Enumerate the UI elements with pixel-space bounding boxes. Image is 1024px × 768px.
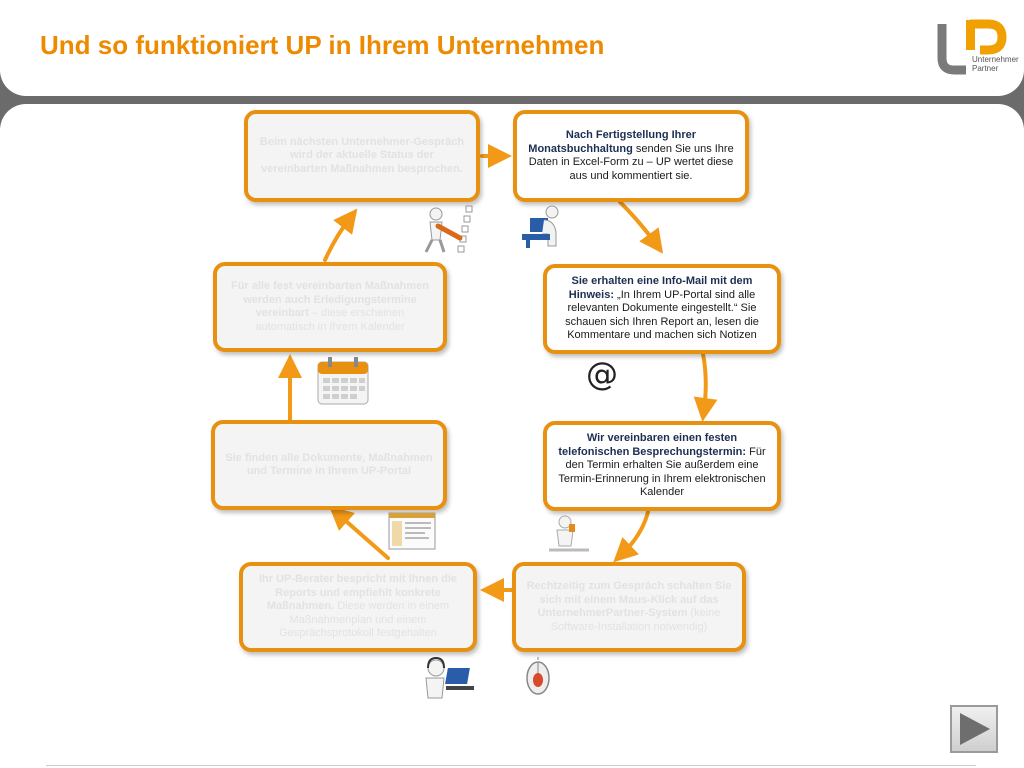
mouse-icon (524, 656, 552, 696)
step-6-box: Sie finden alle Dokumente, Maßnahmen und Termine in Ihrem UP-Portal (211, 420, 447, 510)
next-slide-button[interactable] (950, 705, 998, 753)
step-1-box: Nach Fertigstellung Ihrer Monatsbuchhaltung senden Sie uns Ihre Daten in Excel-Form zu – UP wertet diese aus und kommentiert sie. (513, 110, 749, 202)
arrow-5-to-6 (338, 514, 388, 558)
step-7-box: Für alle fest vereinbarten Maßnahmen werden auch Erledigungstermine vereinbart – diese erscheinen automatisch in Ihrem Kalender (213, 262, 447, 352)
checklist-pen-icon (420, 204, 486, 256)
step-8-box: Beim nächsten Unternehmer-Gespräch wird der aktuelle Status der vereinbarten Maßnahmen besprochen. (244, 110, 480, 202)
step-3-box: Wir vereinbaren einen festen telefonischen Besprechungstermin: Für den Termin erhalten Sie außerdem eine Termin-Erinnerung in Ihrem elektronischen Kalender (543, 421, 781, 511)
document-window-icon (388, 512, 436, 550)
arrow-3-to-4 (622, 512, 648, 554)
at-sign-icon: @ (586, 355, 618, 393)
arrow-1-to-2 (620, 202, 656, 244)
phone-person-icon (543, 514, 593, 554)
step-4-box: Rechtzeitig zum Gespräch schalten Sie sich mit einem Maus-Klick auf das UnternehmerPartner-System (keine Software-Installation notwendig) (512, 562, 746, 652)
step-2-box: Sie erhalten eine Info-Mail mit dem Hinweis: „In Ihrem UP-Portal sind alle relevanten Dokumente eingestellt.“ Sie schauen sich Ihren Report an, lesen die Kommentare und machen sich Notizen (543, 264, 781, 354)
next-arrow-icon (952, 707, 996, 751)
step-5-box: Ihr UP-Berater bespricht mit Ihnen die Reports und empfiehlt konkrete Maßnahmen. Diese werden in einem Maßnahmenplan und einem Gesprächsprotokoll festgehalten (239, 562, 477, 652)
logo-text: Unternehmer Partner (972, 55, 1019, 73)
page-title: Und so funktioniert UP in Ihrem Unternehmen (40, 30, 605, 60)
calendar-icon (316, 356, 370, 406)
arrow-7-to-8 (325, 218, 350, 260)
headset-laptop-icon (420, 656, 476, 700)
arrow-2-to-3 (703, 354, 706, 410)
footer-divider (46, 765, 976, 766)
computer-user-icon (518, 204, 566, 250)
